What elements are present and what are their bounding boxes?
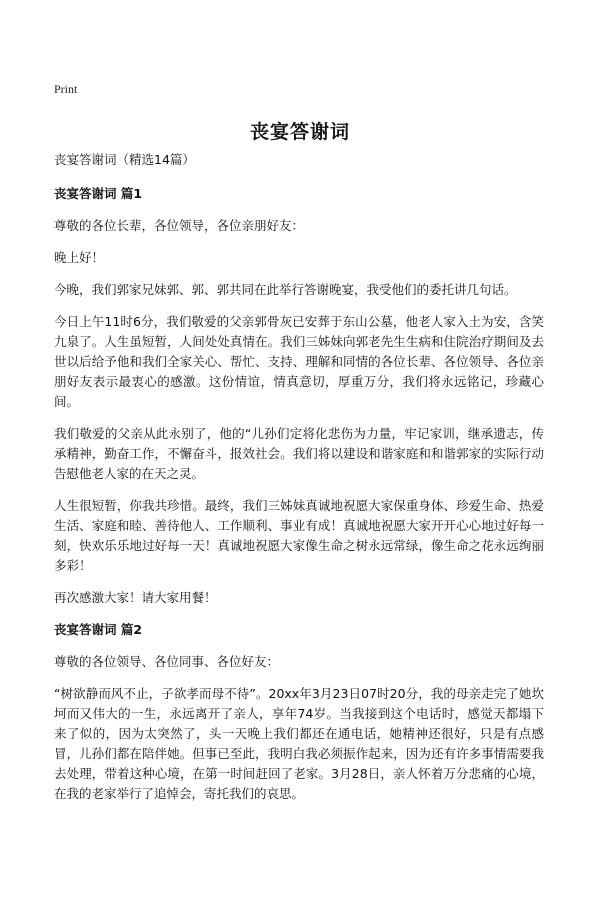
paragraph: 今晚，我们郭家兄妹郭、郭、郭共同在此举行答谢晚宴，我受他们的委托讲几句话。	[54, 282, 517, 297]
document-subtitle: 丧宴答谢词（精选14篇）	[54, 152, 195, 167]
paragraph: 晚上好！	[54, 250, 105, 265]
section-heading-1: 丧宴答谢词 篇1	[54, 186, 143, 201]
paragraph: 今日上午11时6分，我们敬爱的父亲郭骨灰已安葬于东山公墓，他老人家入土为安，含笑九泉了。人生虽短暂，人间处处真情在。我们三姊妹向郭老先生生病和住院治疗期间及去世以后给予他和我们全家关心、帮忙、支持、理解和同情的各位长辈、各位领导、各位亲朋好友表示最衷心的感激。这份情谊，情真意切，厚重万分，我们将永远铭记，珍藏心间。	[54, 314, 544, 409]
document-title: 丧宴答谢词	[249, 121, 350, 143]
section-heading-2: 丧宴答谢词 篇2	[54, 622, 143, 637]
document-body	[54, 150, 544, 816]
paragraph: 再次感激大家！请大家用餐！	[54, 590, 217, 605]
print-link[interactable]: Print	[54, 82, 78, 96]
paragraph: 我们敬爱的父亲从此永别了，他的“儿孙们定将化悲伤为力量，牢记家训，继承遗志，传承精神，勤奋工作，不懈奋斗，报效社会。我们将以建设和谐家庭和和谐郭家的实际行动告慰他老人家的在天之灵。	[54, 426, 544, 481]
paragraph: 尊敬的各位长辈，各位领导，各位亲朋好友：	[54, 218, 305, 233]
paragraph: 人生很短暂，你我共珍惜。最终，我们三姊妹真诚地祝愿大家保重身体、珍爱生命、热爱生活、家庭和睦、善待他人、工作顺利、事业有成！真诚地祝愿大家开开心心地过好每一刻，快欢乐乐地过好每一天！真诚地祝愿大家像生命之树永远常绿，像生命之花永远绚丽多彩！	[54, 498, 544, 573]
paragraph: “树欲静而风不止，子欲孝而母不待”。20xx年3月23日07时20分，我的母亲走完了她坎坷而又伟大的一生，永远离开了亲人，享年74岁。当我接到这个电话时，感觉天都塌下来了似的，因为太突然了，头一天晚上我们都还在通电话，她精神还很好，只是有点感冒，儿孙们都在陪伴她。但事已至此，我明白我必须振作起来，因为还有许多事情需要我去处理，带着这种心境，在第一时间赶回了老家。3月28日，亲人怀着万分悲痛的心境，在我的老家举行了追悼会，寄托我们的哀思。	[54, 686, 544, 801]
paragraph: 尊敬的各位领导、各位同事、各位好友：	[54, 654, 280, 669]
